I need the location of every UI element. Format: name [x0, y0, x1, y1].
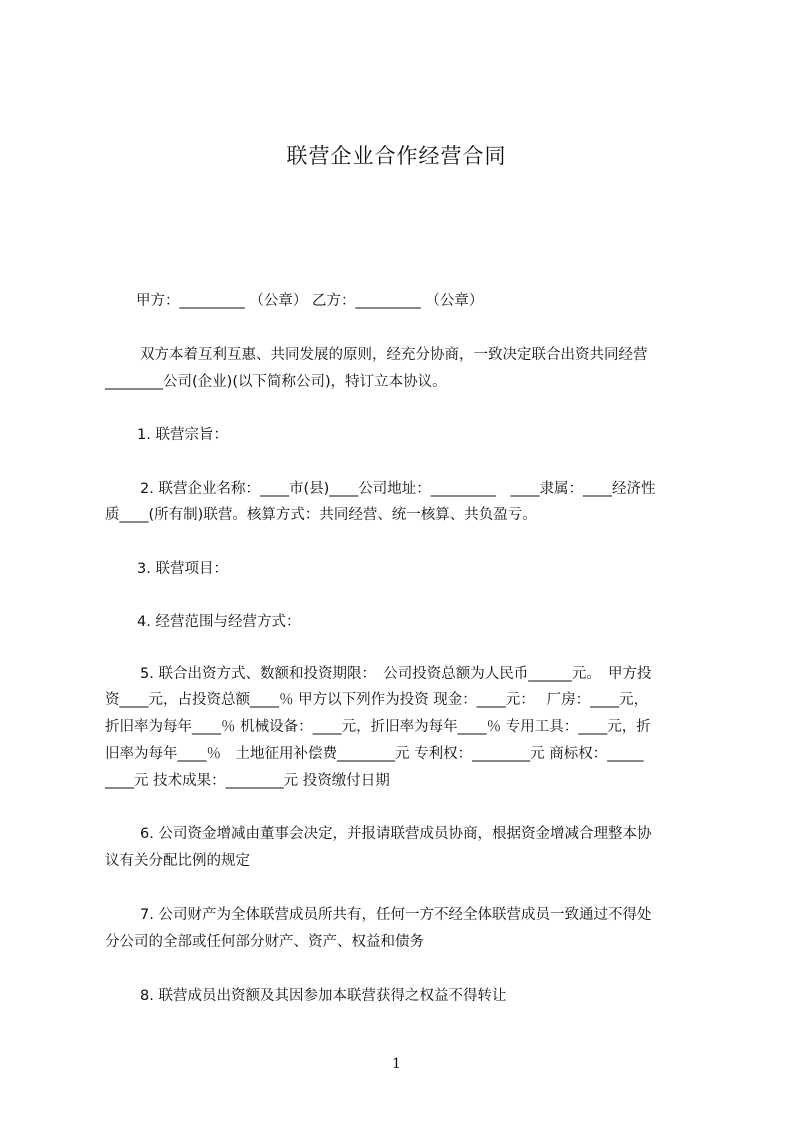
clause-5-line-5: ____元 技术成果：________元 投资缴付日期 [105, 773, 390, 789]
clause-5-line-1: 5. 联合出资方式、数额和投资期限： 公司投资总额为人民币______元。 甲方投 [140, 666, 652, 682]
clause-7-line-2: 分公司的全部或任何部分财产、资产、权益和债务 [105, 934, 424, 950]
clause-5-line-3: 折旧率为每年____％ 机械设备：____元，折旧率为每年____％ 专用工具：____元，折 [105, 719, 651, 735]
clause-6-line-2: 议有关分配比例的规定 [105, 853, 250, 869]
clause-2-line-2: 质____(所有制)联营。核算方式：共同经营、统一核算、共负盈亏。 [105, 507, 537, 523]
clause-3: 3. 联营项目： [137, 561, 228, 577]
clause-2-line-1: 2. 联营企业名称：____市(县)____公司地址：_________ ____隶属：____经济性 [140, 481, 656, 497]
clause-4: 4. 经营范围与经营方式： [137, 614, 301, 630]
intro-line-1: 双方本着互利互惠、共同发展的原则，经充分协商，一致决定联合出资共同经营 [140, 347, 648, 363]
clause-1: 1. 联营宗旨： [137, 427, 228, 443]
page-number: 1 [392, 1056, 401, 1072]
clause-5-line-2: 资____元，占投资总额____％ 甲方以下列作为投资 现金：____元： 厂房：____元， [105, 692, 649, 708]
clause-5-line-4: 旧率为每年____％ 土地征用补偿费________元 专利权：________元 商标权：_____ [105, 746, 644, 762]
clause-7-line-1: 7. 公司财产为全体联营成员所共有，任何一方不经全体联营成员一致通过不得处 [140, 907, 652, 923]
clause-6-line-1: 6. 公司资金增减由董事会决定，并报请联营成员协商，根据资金增减合理整本协 [140, 826, 652, 842]
document-title: 联营企业合作经营合同 [286, 144, 507, 168]
parties-line: 甲方：_________ （公章） 乙方：_________ （公章） [136, 293, 484, 309]
clause-8: 8. 联营成员出资额及其因参加本联营获得之权益不得转让 [140, 988, 507, 1004]
intro-line-2: ________公司(企业)(以下简称公司)，特订立本协议。 [105, 374, 447, 390]
